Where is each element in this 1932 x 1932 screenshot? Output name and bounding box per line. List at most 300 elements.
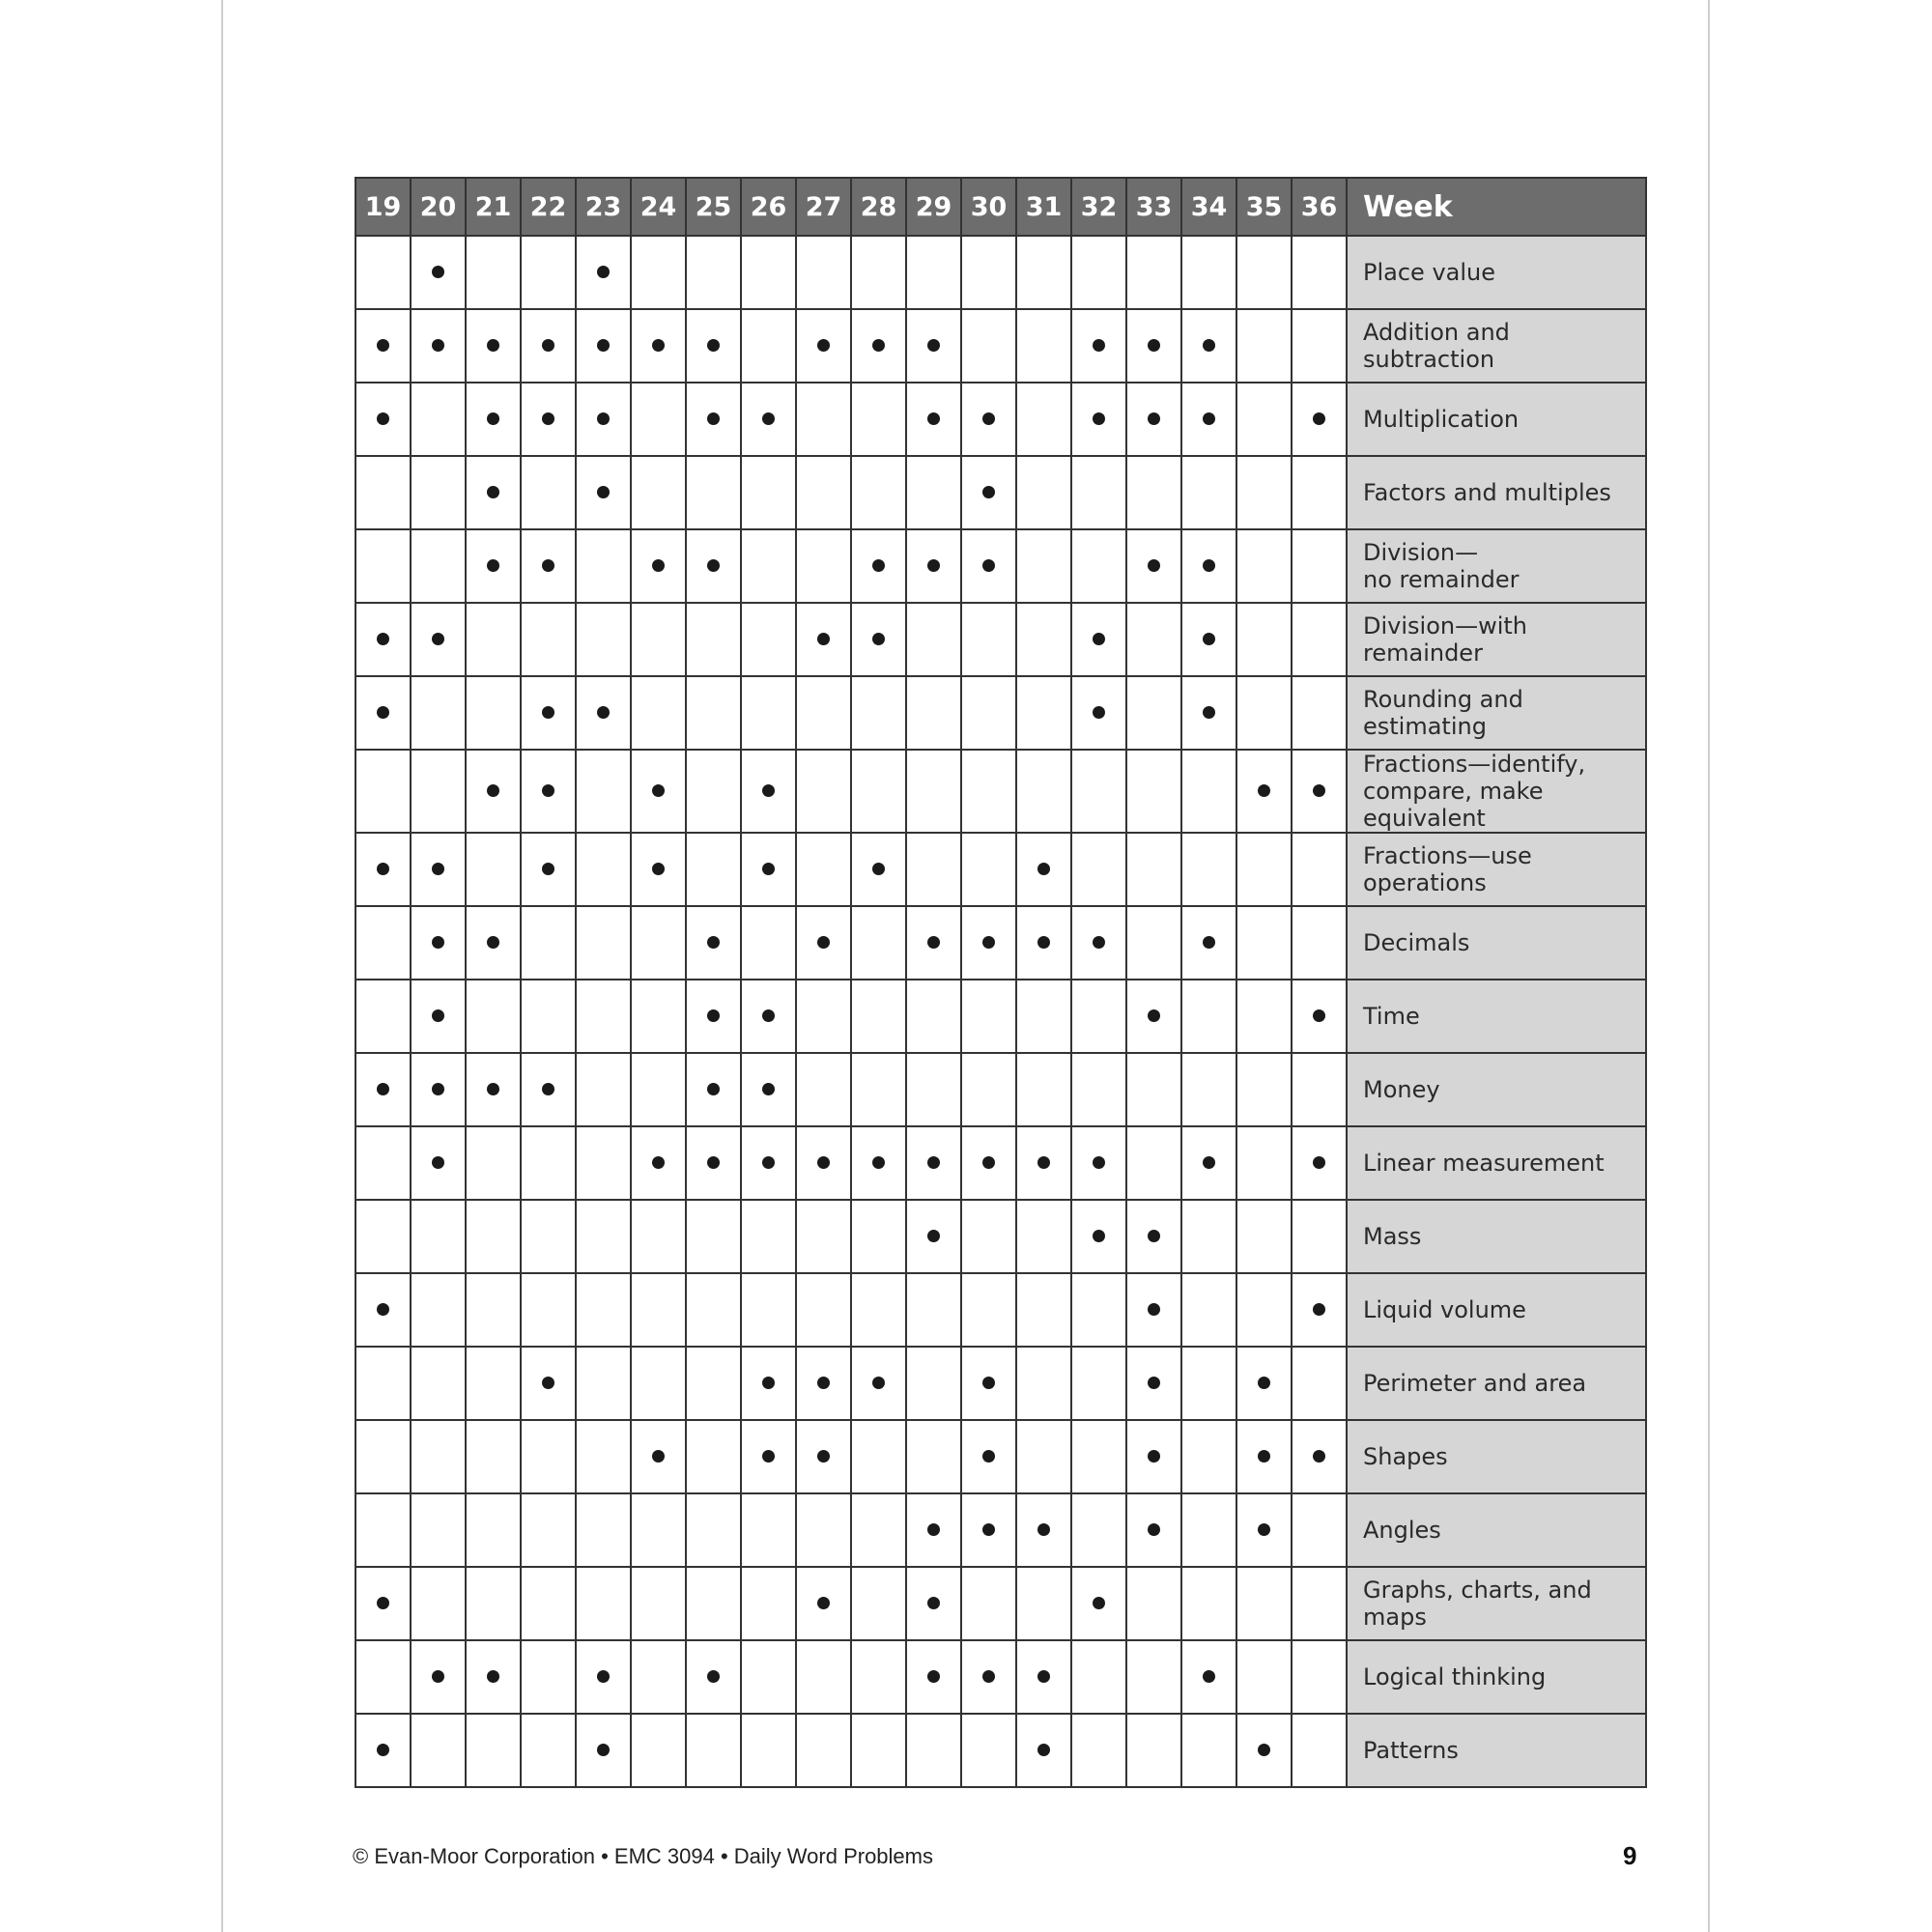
- cell-week-28: [851, 309, 906, 383]
- bullet-dot-icon: [597, 1744, 610, 1756]
- cell-week-32: [1071, 1420, 1126, 1493]
- cell-week-30: [961, 383, 1016, 456]
- cell-week-21: [466, 1273, 521, 1347]
- cell-week-19: [355, 309, 411, 383]
- bullet-dot-icon: [597, 706, 610, 719]
- cell-week-25: [686, 309, 741, 383]
- cell-week-31: [1016, 383, 1071, 456]
- week-26-header: 26: [741, 178, 796, 236]
- cell-week-19: [355, 1273, 411, 1347]
- bullet-dot-icon: [1203, 412, 1215, 425]
- bullet-dot-icon: [377, 1597, 389, 1609]
- cell-week-24: [631, 1493, 686, 1567]
- cell-week-20: [411, 236, 466, 309]
- bullet-dot-icon: [707, 1670, 720, 1683]
- table-row: [355, 1640, 1646, 1714]
- cell-week-21: [466, 980, 521, 1053]
- cell-week-20: [411, 1126, 466, 1200]
- cell-week-27: [796, 383, 851, 456]
- cell-week-35: [1236, 1347, 1292, 1420]
- cell-week-28: [851, 980, 906, 1053]
- cell-week-27: [796, 1640, 851, 1714]
- skill-label-line: Perimeter and area: [1363, 1370, 1587, 1397]
- cell-week-21: [466, 750, 521, 833]
- cell-week-20: [411, 603, 466, 676]
- bullet-dot-icon: [1148, 1009, 1160, 1022]
- bullet-dot-icon: [432, 1009, 444, 1022]
- cell-week-31: [1016, 1714, 1071, 1787]
- bullet-dot-icon: [1093, 412, 1105, 425]
- cell-week-29: [906, 980, 961, 1053]
- cell-week-29: [906, 906, 961, 980]
- bullet-dot-icon: [1203, 936, 1215, 949]
- cell-week-36: [1292, 750, 1347, 833]
- bullet-dot-icon: [1093, 633, 1105, 645]
- skill-label: [1347, 1126, 1646, 1200]
- skill-label-line: Addition and subtraction: [1363, 319, 1510, 373]
- bullet-dot-icon: [377, 1083, 389, 1095]
- cell-week-27: [796, 1053, 851, 1126]
- cell-week-25: [686, 1493, 741, 1567]
- cell-week-34: [1181, 980, 1236, 1053]
- page-edge-right: [1708, 0, 1710, 1932]
- cell-week-22: [521, 1273, 576, 1347]
- cell-week-33: [1126, 676, 1181, 750]
- cell-week-22: [521, 529, 576, 603]
- cell-week-34: [1181, 383, 1236, 456]
- cell-week-26: [741, 383, 796, 456]
- bullet-dot-icon: [1313, 1156, 1325, 1169]
- cell-week-32: [1071, 456, 1126, 529]
- cell-week-20: [411, 529, 466, 603]
- cell-week-30: [961, 906, 1016, 980]
- cell-week-32: [1071, 1053, 1126, 1126]
- week-25-header: 25: [686, 178, 741, 236]
- cell-week-26: [741, 833, 796, 906]
- bullet-dot-icon: [542, 1377, 554, 1389]
- cell-week-30: [961, 1493, 1016, 1567]
- cell-week-19: [355, 833, 411, 906]
- cell-week-26: [741, 906, 796, 980]
- cell-week-27: [796, 1347, 851, 1420]
- bullet-dot-icon: [597, 266, 610, 278]
- skill-label: [1347, 833, 1646, 906]
- cell-week-32: [1071, 906, 1126, 980]
- cell-week-27: [796, 1273, 851, 1347]
- bullet-dot-icon: [487, 1083, 499, 1095]
- cell-week-27: [796, 1420, 851, 1493]
- cell-week-21: [466, 1714, 521, 1787]
- cell-week-24: [631, 1420, 686, 1493]
- cell-week-22: [521, 309, 576, 383]
- cell-week-24: [631, 1053, 686, 1126]
- bullet-dot-icon: [1313, 412, 1325, 425]
- cell-week-34: [1181, 1420, 1236, 1493]
- cell-week-23: [576, 1420, 631, 1493]
- cell-week-31: [1016, 1200, 1071, 1273]
- table-row: [355, 1273, 1646, 1347]
- cell-week-21: [466, 833, 521, 906]
- table-row: [355, 676, 1646, 750]
- cell-week-24: [631, 1200, 686, 1273]
- bullet-dot-icon: [927, 1670, 940, 1683]
- cell-week-21: [466, 1640, 521, 1714]
- bullet-dot-icon: [1093, 1156, 1105, 1169]
- cell-week-26: [741, 676, 796, 750]
- cell-week-22: [521, 980, 576, 1053]
- bullet-dot-icon: [652, 1450, 665, 1463]
- cell-week-25: [686, 676, 741, 750]
- cell-week-34: [1181, 1714, 1236, 1787]
- bullet-dot-icon: [1313, 1009, 1325, 1022]
- bullet-dot-icon: [707, 559, 720, 572]
- cell-week-20: [411, 456, 466, 529]
- footer-copyright: © Evan-Moor Corporation • EMC 3094 • Daily Word Problems: [353, 1844, 933, 1868]
- cell-week-23: [576, 309, 631, 383]
- bullet-dot-icon: [762, 412, 775, 425]
- cell-week-31: [1016, 980, 1071, 1053]
- week-column-title: Week: [1347, 178, 1646, 236]
- cell-week-29: [906, 1347, 961, 1420]
- cell-week-31: [1016, 529, 1071, 603]
- cell-week-34: [1181, 1273, 1236, 1347]
- cell-week-25: [686, 906, 741, 980]
- cell-week-36: [1292, 309, 1347, 383]
- cell-week-20: [411, 906, 466, 980]
- bullet-dot-icon: [707, 1156, 720, 1169]
- cell-week-29: [906, 1200, 961, 1273]
- cell-week-32: [1071, 1200, 1126, 1273]
- bullet-dot-icon: [927, 1156, 940, 1169]
- cell-week-27: [796, 750, 851, 833]
- cell-week-25: [686, 750, 741, 833]
- table-row: [355, 456, 1646, 529]
- cell-week-36: [1292, 1714, 1347, 1787]
- cell-week-28: [851, 1347, 906, 1420]
- bullet-dot-icon: [982, 1156, 995, 1169]
- cell-week-24: [631, 236, 686, 309]
- bullet-dot-icon: [982, 1377, 995, 1389]
- bullet-dot-icon: [652, 784, 665, 797]
- cell-week-24: [631, 750, 686, 833]
- skill-label: [1347, 750, 1646, 833]
- cell-week-33: [1126, 1567, 1181, 1640]
- cell-week-20: [411, 1714, 466, 1787]
- skill-label-line: Division—with: [1363, 612, 1528, 639]
- skill-label: [1347, 1273, 1646, 1347]
- cell-week-24: [631, 906, 686, 980]
- bullet-dot-icon: [377, 1744, 389, 1756]
- bullet-dot-icon: [1148, 412, 1160, 425]
- cell-week-27: [796, 1200, 851, 1273]
- cell-week-21: [466, 906, 521, 980]
- skill-label-line: Place value: [1363, 259, 1495, 286]
- cell-week-32: [1071, 1273, 1126, 1347]
- cell-week-33: [1126, 1273, 1181, 1347]
- cell-week-28: [851, 1567, 906, 1640]
- cell-week-22: [521, 456, 576, 529]
- cell-week-35: [1236, 1273, 1292, 1347]
- bullet-dot-icon: [1093, 706, 1105, 719]
- bullet-dot-icon: [982, 486, 995, 498]
- cell-week-23: [576, 1567, 631, 1640]
- cell-week-35: [1236, 980, 1292, 1053]
- cell-week-19: [355, 1714, 411, 1787]
- week-33-header: 33: [1126, 178, 1181, 236]
- bullet-dot-icon: [1258, 1450, 1270, 1463]
- cell-week-30: [961, 676, 1016, 750]
- cell-week-32: [1071, 1347, 1126, 1420]
- cell-week-25: [686, 383, 741, 456]
- bullet-dot-icon: [927, 936, 940, 949]
- table-row: [355, 980, 1646, 1053]
- cell-week-19: [355, 529, 411, 603]
- bullet-dot-icon: [927, 412, 940, 425]
- skill-label-line: Decimals: [1363, 929, 1470, 956]
- cell-week-19: [355, 1420, 411, 1493]
- bullet-dot-icon: [377, 633, 389, 645]
- cell-week-35: [1236, 1640, 1292, 1714]
- cell-week-25: [686, 1200, 741, 1273]
- bullet-dot-icon: [432, 1156, 444, 1169]
- cell-week-19: [355, 1567, 411, 1640]
- skill-label-line: Multiplication: [1363, 406, 1520, 433]
- cell-week-25: [686, 1273, 741, 1347]
- cell-week-22: [521, 1714, 576, 1787]
- bullet-dot-icon: [1313, 784, 1325, 797]
- cell-week-24: [631, 603, 686, 676]
- cell-week-20: [411, 1493, 466, 1567]
- skill-label: [1347, 906, 1646, 980]
- cell-week-32: [1071, 1493, 1126, 1567]
- cell-week-33: [1126, 833, 1181, 906]
- cell-week-22: [521, 1493, 576, 1567]
- cell-week-26: [741, 1640, 796, 1714]
- cell-week-29: [906, 1493, 961, 1567]
- cell-week-28: [851, 456, 906, 529]
- cell-week-29: [906, 236, 961, 309]
- cell-week-19: [355, 1347, 411, 1420]
- cell-week-35: [1236, 1567, 1292, 1640]
- cell-week-35: [1236, 676, 1292, 750]
- cell-week-23: [576, 529, 631, 603]
- week-19-header: 19: [355, 178, 411, 236]
- bullet-dot-icon: [1258, 784, 1270, 797]
- cell-week-23: [576, 1493, 631, 1567]
- skill-label-line: Factors and multiples: [1363, 479, 1611, 506]
- cell-week-21: [466, 1493, 521, 1567]
- cell-week-24: [631, 676, 686, 750]
- skill-label: [1347, 1567, 1646, 1640]
- cell-week-32: [1071, 980, 1126, 1053]
- cell-week-34: [1181, 236, 1236, 309]
- cell-week-29: [906, 1714, 961, 1787]
- week-31-header: 31: [1016, 178, 1071, 236]
- cell-week-35: [1236, 1420, 1292, 1493]
- cell-week-23: [576, 1347, 631, 1420]
- bullet-dot-icon: [542, 412, 554, 425]
- skill-label: [1347, 1347, 1646, 1420]
- cell-week-26: [741, 1053, 796, 1126]
- cell-week-29: [906, 383, 961, 456]
- cell-week-23: [576, 456, 631, 529]
- skill-label-line: Division—: [1363, 539, 1479, 566]
- cell-week-35: [1236, 1126, 1292, 1200]
- cell-week-34: [1181, 456, 1236, 529]
- cell-week-36: [1292, 1273, 1347, 1347]
- bullet-dot-icon: [487, 784, 499, 797]
- cell-week-28: [851, 1126, 906, 1200]
- bullet-dot-icon: [1037, 863, 1050, 875]
- cell-week-29: [906, 1420, 961, 1493]
- cell-week-32: [1071, 1567, 1126, 1640]
- page-number: 9: [1623, 1841, 1637, 1870]
- cell-week-34: [1181, 529, 1236, 603]
- bullet-dot-icon: [1148, 1230, 1160, 1242]
- cell-week-24: [631, 383, 686, 456]
- bullet-dot-icon: [597, 339, 610, 352]
- cell-week-20: [411, 1053, 466, 1126]
- bullet-dot-icon: [487, 1670, 499, 1683]
- cell-week-21: [466, 676, 521, 750]
- cell-week-23: [576, 676, 631, 750]
- cell-week-33: [1126, 1200, 1181, 1273]
- bullet-dot-icon: [762, 784, 775, 797]
- skill-label: [1347, 456, 1646, 529]
- bullet-dot-icon: [707, 339, 720, 352]
- cell-week-35: [1236, 383, 1292, 456]
- bullet-dot-icon: [432, 266, 444, 278]
- cell-week-30: [961, 1200, 1016, 1273]
- skill-label-line: Logical thinking: [1363, 1663, 1547, 1690]
- cell-week-23: [576, 750, 631, 833]
- cell-week-28: [851, 236, 906, 309]
- bullet-dot-icon: [1203, 633, 1215, 645]
- header-row: [355, 178, 1646, 236]
- cell-week-26: [741, 456, 796, 529]
- table-row: [355, 529, 1646, 603]
- cell-week-27: [796, 529, 851, 603]
- cell-week-27: [796, 1493, 851, 1567]
- bullet-dot-icon: [597, 412, 610, 425]
- cell-week-33: [1126, 1420, 1181, 1493]
- bullet-dot-icon: [652, 1156, 665, 1169]
- cell-week-32: [1071, 750, 1126, 833]
- table-row: [355, 833, 1646, 906]
- cell-week-25: [686, 1126, 741, 1200]
- cell-week-32: [1071, 1714, 1126, 1787]
- cell-week-20: [411, 1273, 466, 1347]
- cell-week-23: [576, 603, 631, 676]
- bullet-dot-icon: [487, 936, 499, 949]
- skill-label-line: Linear measurement: [1363, 1150, 1605, 1177]
- cell-week-22: [521, 1200, 576, 1273]
- cell-week-31: [1016, 833, 1071, 906]
- cell-week-20: [411, 833, 466, 906]
- cell-week-21: [466, 1126, 521, 1200]
- cell-week-24: [631, 1126, 686, 1200]
- cell-week-25: [686, 456, 741, 529]
- cell-week-36: [1292, 1347, 1347, 1420]
- bullet-dot-icon: [982, 559, 995, 572]
- cell-week-20: [411, 1347, 466, 1420]
- bullet-dot-icon: [762, 1377, 775, 1389]
- week-28-header: 28: [851, 178, 906, 236]
- cell-week-29: [906, 833, 961, 906]
- bullet-dot-icon: [432, 1083, 444, 1095]
- cell-week-33: [1126, 456, 1181, 529]
- cell-week-34: [1181, 1053, 1236, 1126]
- cell-week-28: [851, 529, 906, 603]
- cell-week-22: [521, 1420, 576, 1493]
- cell-week-28: [851, 1053, 906, 1126]
- bullet-dot-icon: [1037, 1156, 1050, 1169]
- cell-week-28: [851, 1714, 906, 1787]
- cell-week-25: [686, 1567, 741, 1640]
- cell-week-35: [1236, 1200, 1292, 1273]
- cell-week-27: [796, 833, 851, 906]
- bullet-dot-icon: [487, 559, 499, 572]
- skill-label-line: Patterns: [1363, 1737, 1459, 1764]
- cell-week-32: [1071, 676, 1126, 750]
- cell-week-36: [1292, 906, 1347, 980]
- bullet-dot-icon: [982, 1523, 995, 1536]
- cell-week-26: [741, 529, 796, 603]
- skill-label-line: no remainder: [1363, 566, 1520, 593]
- bullet-dot-icon: [487, 486, 499, 498]
- cell-week-30: [961, 309, 1016, 383]
- cell-week-31: [1016, 1273, 1071, 1347]
- cell-week-19: [355, 456, 411, 529]
- cell-week-35: [1236, 529, 1292, 603]
- cell-week-26: [741, 1714, 796, 1787]
- cell-week-28: [851, 1493, 906, 1567]
- cell-week-19: [355, 1053, 411, 1126]
- skill-label: [1347, 529, 1646, 603]
- bullet-dot-icon: [927, 1523, 940, 1536]
- week-35-header: 35: [1236, 178, 1292, 236]
- cell-week-19: [355, 750, 411, 833]
- bullet-dot-icon: [542, 706, 554, 719]
- cell-week-21: [466, 1567, 521, 1640]
- cell-week-34: [1181, 833, 1236, 906]
- cell-week-30: [961, 980, 1016, 1053]
- cell-week-36: [1292, 1126, 1347, 1200]
- week-22-header: 22: [521, 178, 576, 236]
- cell-week-19: [355, 676, 411, 750]
- bullet-dot-icon: [707, 936, 720, 949]
- bullet-dot-icon: [1037, 1523, 1050, 1536]
- cell-week-33: [1126, 750, 1181, 833]
- cell-week-22: [521, 906, 576, 980]
- cell-week-32: [1071, 236, 1126, 309]
- cell-week-28: [851, 906, 906, 980]
- bullet-dot-icon: [762, 1009, 775, 1022]
- cell-week-22: [521, 603, 576, 676]
- bullet-dot-icon: [1313, 1303, 1325, 1316]
- cell-week-36: [1292, 1420, 1347, 1493]
- cell-week-35: [1236, 1053, 1292, 1126]
- bullet-dot-icon: [1148, 1303, 1160, 1316]
- table-row: [355, 750, 1646, 833]
- cell-week-36: [1292, 603, 1347, 676]
- table-header: [355, 178, 1646, 236]
- bullet-dot-icon: [1093, 1230, 1105, 1242]
- bullet-dot-icon: [872, 559, 885, 572]
- cell-week-30: [961, 1126, 1016, 1200]
- bullet-dot-icon: [982, 1670, 995, 1683]
- bullet-dot-icon: [817, 1450, 830, 1463]
